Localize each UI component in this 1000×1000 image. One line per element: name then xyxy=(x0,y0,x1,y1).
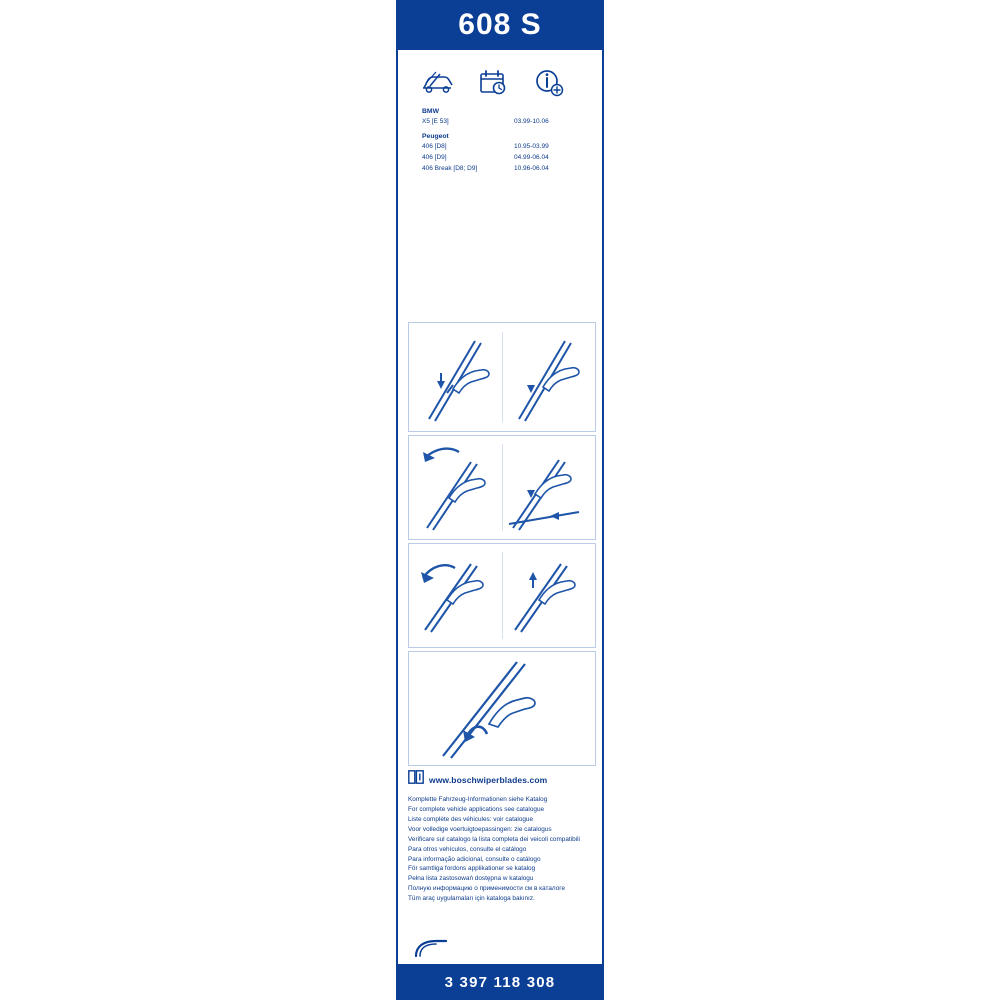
vehicle-model: X5 [E 53] xyxy=(422,118,449,126)
step-panel-1 xyxy=(408,322,596,432)
panel-divider xyxy=(502,552,503,639)
notice-line-en: For complete vehicle applications see catalogue xyxy=(408,805,545,813)
product-packaging-sleeve xyxy=(396,0,604,1000)
catalog-book-icon xyxy=(408,770,424,789)
vehicle-brand: BMW xyxy=(422,108,439,115)
table-row xyxy=(422,117,592,128)
table-row xyxy=(422,142,592,153)
pictogram-row xyxy=(408,58,592,98)
part-number-band xyxy=(398,964,602,1000)
notice-line-pl: Pełna lista zastosowań dostępna w katalogu xyxy=(408,875,534,883)
notice-line-tr: Tüm araç uygulamaları için kataloga bakınız. xyxy=(408,895,535,903)
notice-line-sv: För samtliga fordons applikationer se katalog xyxy=(408,865,536,873)
table-row xyxy=(422,164,592,175)
step-panel-4 xyxy=(408,651,596,766)
website-url[interactable]: www.boschwiperblades.com xyxy=(429,774,548,785)
notice-line-it: Verificare sul catalogo la lista completa dei veicoli compatibili xyxy=(408,835,580,843)
table-row xyxy=(422,153,592,164)
vehicle-dates: 04.99-06.04 xyxy=(514,153,549,161)
notice-line-fr: Liste complète des véhicules: voir catalogue xyxy=(408,815,534,823)
product-title: 608 S xyxy=(458,8,542,41)
vehicle-dates: 03.99-10.06 xyxy=(514,118,549,126)
vehicle-model: 406 [D8] xyxy=(422,143,447,151)
website-row[interactable] xyxy=(408,770,596,789)
installation-steps xyxy=(408,322,596,769)
catalogue-notice-list xyxy=(408,795,596,904)
notice-line-de: Komplette Fahrzeug-Informationen siehe Katalog xyxy=(408,796,548,803)
vehicle-model: 406 Break [D8; D9] xyxy=(422,164,478,172)
wiper-blade-icon xyxy=(412,938,452,960)
step-panel-3 xyxy=(408,543,596,648)
vehicle-model: 406 [D9] xyxy=(422,153,447,161)
application-group xyxy=(422,106,592,128)
panel-divider xyxy=(502,332,503,423)
step-panel-2 xyxy=(408,435,596,540)
footer-info-block xyxy=(408,770,596,904)
notice-line-nl: Voor volledige voertuigtoepassingen: zie catalogus xyxy=(408,825,552,833)
notice-line-es: Para otros vehículos, consulte el catálogo xyxy=(408,845,527,853)
header-band xyxy=(398,0,602,50)
notice-line-pt: Para informação adicional, consulte o catálogo xyxy=(408,855,541,863)
application-table xyxy=(408,106,592,174)
notice-line-ru: Полную информацию о применимости см в каталоге xyxy=(408,885,566,893)
application-group xyxy=(422,131,592,174)
calendar-clock-icon xyxy=(476,66,510,98)
part-number: 3 397 118 308 xyxy=(444,973,556,991)
car-wiper-icon xyxy=(420,66,454,98)
vehicle-dates: 10.96-06.04 xyxy=(514,164,549,172)
vehicle-dates: 10.95-03.99 xyxy=(514,143,549,151)
info-plus-icon xyxy=(532,66,566,98)
panel-divider xyxy=(502,444,503,531)
step-4-illustration xyxy=(409,652,595,765)
vehicle-brand: Peugeot xyxy=(422,132,449,140)
vehicle-application-block xyxy=(398,50,602,174)
